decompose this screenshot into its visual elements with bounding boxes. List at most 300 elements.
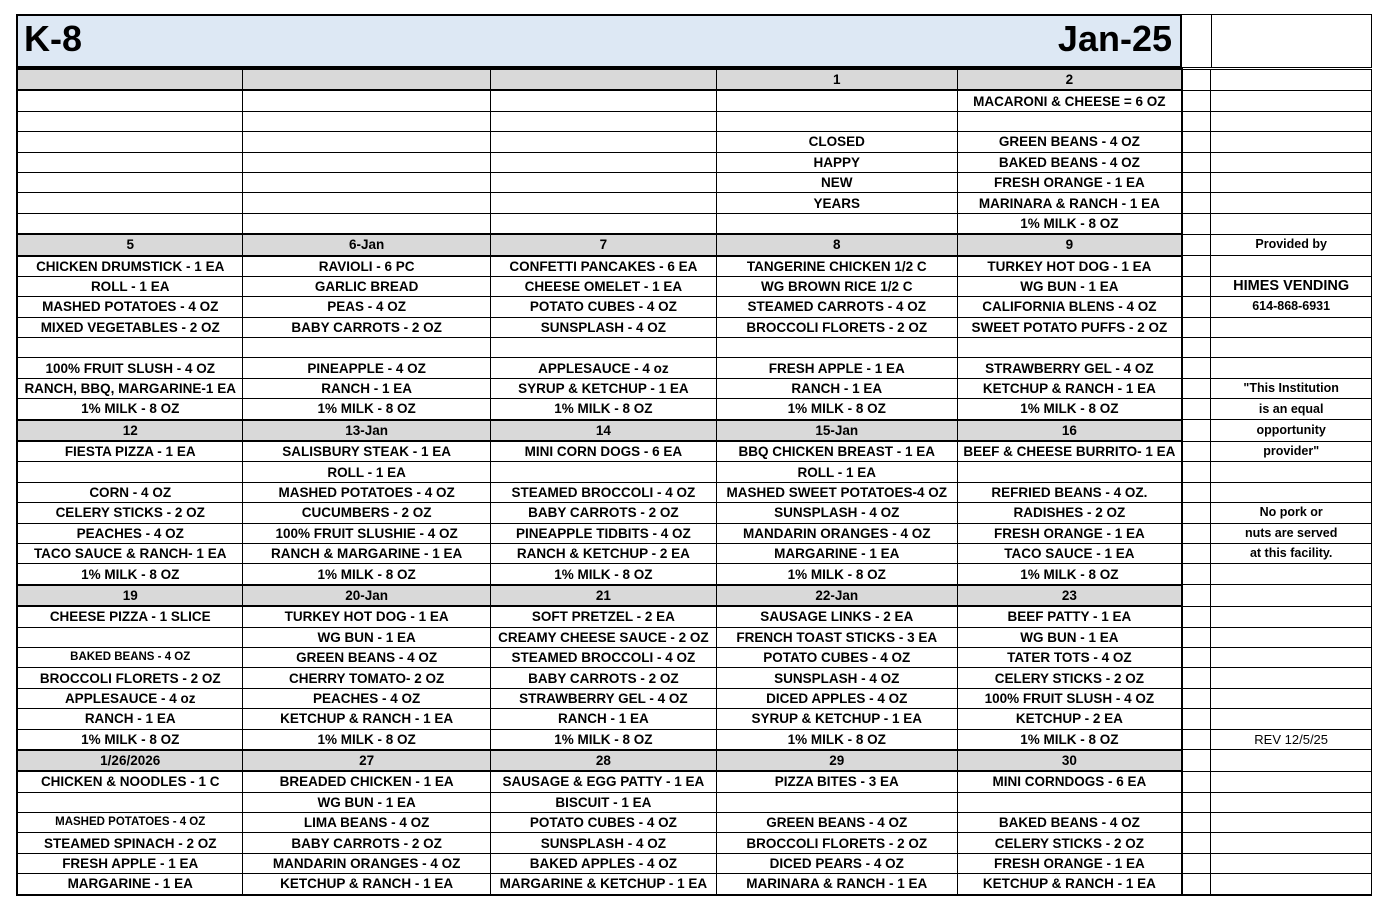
menu-row	[17, 90, 1372, 111]
menu-item: TURKEY HOT DOG - 1 EA	[957, 256, 1182, 277]
menu-item	[17, 152, 243, 172]
menu-item: SOFT PRETZEL - 2 EA	[490, 606, 716, 627]
menu-item	[490, 172, 716, 192]
menu-item: PEAS - 4 OZ	[243, 297, 491, 317]
day-number: 20-Jan	[243, 585, 491, 606]
menu-item: BISCUIT - 1 EA	[490, 792, 716, 812]
menu-item	[490, 152, 716, 172]
menu-row	[17, 792, 1372, 812]
menu-item	[17, 132, 243, 152]
day-number	[490, 69, 716, 90]
menu-item	[490, 338, 716, 358]
spacer-cell	[1182, 585, 1211, 606]
menu-row	[17, 462, 1372, 482]
menu-item: 1% MILK - 8 OZ	[957, 729, 1182, 750]
menu-item: STRAWBERRY GEL - 4 OZ	[957, 358, 1182, 378]
menu-item: STEAMED SPINACH - 2 OZ	[17, 833, 243, 853]
menu-item: POTATO CUBES - 4 OZ	[490, 813, 716, 833]
menu-item: BAKED BEANS - 4 OZ	[957, 152, 1182, 172]
spacer-cell	[1182, 172, 1211, 192]
menu-item: SUNSPLASH - 4 OZ	[716, 503, 957, 523]
day-number: 19	[17, 585, 243, 606]
spacer-cell	[1182, 482, 1211, 502]
menu-item: MARGARINE - 1 EA	[716, 543, 957, 563]
menu-item: RANCH - 1 EA	[243, 378, 491, 398]
week-header-row	[17, 420, 1372, 441]
menu-row	[17, 172, 1372, 192]
menu-item: SYRUP & KETCHUP - 1 EA	[716, 709, 957, 729]
menu-item: MASHED POTATOES - 4 OZ	[243, 482, 491, 502]
menu-item: STEAMED BROCCOLI - 4 OZ	[490, 647, 716, 667]
menu-item: KETCHUP & RANCH - 1 EA	[243, 709, 491, 729]
menu-row	[17, 132, 1372, 152]
menu-item	[243, 193, 491, 213]
menu-item: RAVIOLI - 6 PC	[243, 256, 491, 277]
menu-item: BROCCOLI FLORETS - 2 OZ	[17, 668, 243, 688]
menu-item: KETCHUP & RANCH - 1 EA	[957, 378, 1182, 398]
day-number: 14	[490, 420, 716, 441]
menu-row	[17, 213, 1372, 234]
menu-row	[17, 853, 1372, 873]
side-note-cell: REV 12/5/25	[1211, 729, 1372, 750]
spacer-cell	[1182, 276, 1211, 296]
menu-item: CREAMY CHEESE SAUCE - 2 OZ	[490, 627, 716, 647]
menu-item: ROLL - 1 EA	[17, 276, 243, 296]
menu-row	[17, 358, 1372, 378]
side-note-cell: is an equal	[1211, 399, 1372, 420]
menu-item: 1% MILK - 8 OZ	[957, 213, 1182, 234]
day-number: 28	[490, 750, 716, 771]
side-note-cell	[1211, 853, 1372, 873]
menu-row	[17, 668, 1372, 688]
menu-item: 1% MILK - 8 OZ	[716, 729, 957, 750]
menu-row	[17, 606, 1372, 627]
menu-row	[17, 378, 1372, 398]
side-note-cell	[1211, 358, 1372, 378]
spacer-cell	[1182, 729, 1211, 750]
menu-item: WG BUN - 1 EA	[957, 627, 1182, 647]
menu-row	[17, 771, 1372, 792]
menu-item: PEACHES - 4 OZ	[17, 523, 243, 543]
side-note-cell: "This Institution	[1211, 378, 1372, 398]
menu-item: BABY CARROTS - 2 OZ	[243, 833, 491, 853]
menu-item: GREEN BEANS - 4 OZ	[957, 132, 1182, 152]
spacer-cell	[1182, 132, 1211, 152]
menu-item: PINEAPPLE TIDBITS - 4 OZ	[490, 523, 716, 543]
menu-item: MACARONI & CHEESE = 6 OZ	[957, 90, 1182, 111]
spacer-cell	[1182, 771, 1211, 792]
day-number: 13-Jan	[243, 420, 491, 441]
menu-item: PEACHES - 4 OZ	[243, 688, 491, 708]
menu-row	[17, 317, 1372, 337]
menu-item: CELERY STICKS - 2 OZ	[17, 503, 243, 523]
menu-item: FRESH ORANGE - 1 EA	[957, 172, 1182, 192]
menu-item: BREADED CHICKEN - 1 EA	[243, 771, 491, 792]
menu-row	[17, 813, 1372, 833]
side-note-cell	[1211, 317, 1372, 337]
side-note-cell: Provided by	[1211, 234, 1372, 255]
menu-item: MANDARIN ORANGES - 4 OZ	[716, 523, 957, 543]
spacer-cell	[1182, 874, 1211, 895]
day-number: 21	[490, 585, 716, 606]
menu-row	[17, 543, 1372, 563]
menu-item: SUNSPLASH - 4 OZ	[490, 317, 716, 337]
spacer-cell	[1182, 420, 1211, 441]
day-number	[243, 69, 491, 90]
spacer-cell	[1182, 523, 1211, 543]
menu-item: MASHED POTATOES - 4 OZ	[17, 297, 243, 317]
title-bar	[16, 14, 1182, 68]
menu-item: MINI CORN DOGS - 6 EA	[490, 441, 716, 462]
menu-row	[17, 729, 1372, 750]
spacer-cell	[1182, 503, 1211, 523]
day-number: 12	[17, 420, 243, 441]
spacer-cell	[1182, 792, 1211, 812]
spacer-cell	[1182, 462, 1211, 482]
menu-item: RADISHES - 2 OZ	[957, 503, 1182, 523]
menu-item: ROLL - 1 EA	[716, 462, 957, 482]
menu-row	[17, 647, 1372, 667]
side-note-cell	[1211, 792, 1372, 812]
menu-item	[490, 193, 716, 213]
side-note-cell	[1211, 256, 1372, 277]
menu-item: CHEESE PIZZA - 1 SLICE	[17, 606, 243, 627]
menu-item: MANDARIN ORANGES - 4 OZ	[243, 853, 491, 873]
day-number: 16	[957, 420, 1182, 441]
menu-item	[716, 90, 957, 111]
menu-grid	[16, 68, 1372, 896]
menu-item	[17, 172, 243, 192]
spacer-cell	[1182, 813, 1211, 833]
spacer-cell	[1182, 256, 1211, 277]
spacer-cell	[1182, 358, 1211, 378]
menu-row	[17, 833, 1372, 853]
menu-item: 1% MILK - 8 OZ	[17, 399, 243, 420]
menu-item	[243, 338, 491, 358]
menu-item: STEAMED CARROTS - 4 OZ	[716, 297, 957, 317]
menu-item	[17, 338, 243, 358]
menu-item: STRAWBERRY GEL - 4 OZ	[490, 688, 716, 708]
day-number: 6-Jan	[243, 234, 491, 255]
menu-item: FRESH APPLE - 1 EA	[716, 358, 957, 378]
menu-item: BAKED APPLES - 4 OZ	[490, 853, 716, 873]
day-number: 15-Jan	[716, 420, 957, 441]
menu-item: WG BUN - 1 EA	[243, 627, 491, 647]
spacer-cell	[1182, 688, 1211, 708]
menu-item: CHERRY TOMATO- 2 OZ	[243, 668, 491, 688]
menu-row	[17, 482, 1372, 502]
menu-item: 1% MILK - 8 OZ	[716, 564, 957, 585]
menu-item	[243, 172, 491, 192]
spacer-cell	[1182, 564, 1211, 585]
spacer-cell	[1182, 317, 1211, 337]
menu-item	[17, 627, 243, 647]
menu-item	[243, 132, 491, 152]
spacer-cell	[1182, 234, 1211, 255]
menu-item: 100% FRUIT SLUSHIE - 4 OZ	[243, 523, 491, 543]
menu-item	[716, 792, 957, 812]
week-header-row	[17, 585, 1372, 606]
menu-item: CALIFORNIA BLENS - 4 OZ	[957, 297, 1182, 317]
menu-item: RANCH - 1 EA	[17, 709, 243, 729]
menu-row	[17, 399, 1372, 420]
menu-item: APPLESAUCE - 4 oz	[17, 688, 243, 708]
day-number: 5	[17, 234, 243, 255]
menu-item: KETCHUP & RANCH - 1 EA	[243, 874, 491, 895]
menu-item: KETCHUP & RANCH - 1 EA	[957, 874, 1182, 895]
menu-item: FRENCH TOAST STICKS - 3 EA	[716, 627, 957, 647]
side-note-cell	[1211, 647, 1372, 667]
menu-item: CUCUMBERS - 2 OZ	[243, 503, 491, 523]
menu-item: BABY CARROTS - 2 OZ	[490, 668, 716, 688]
menu-item: BAKED BEANS - 4 OZ	[957, 813, 1182, 833]
menu-item: FRESH APPLE - 1 EA	[17, 853, 243, 873]
spacer-cell	[1182, 90, 1211, 111]
menu-row	[17, 709, 1372, 729]
menu-item: KETCHUP - 2 EA	[957, 709, 1182, 729]
menu-row	[17, 152, 1372, 172]
week-header-row	[17, 234, 1372, 255]
side-note-cell	[1211, 750, 1372, 771]
menu-item: BABY CARROTS - 2 OZ	[243, 317, 491, 337]
spacer-cell	[1182, 647, 1211, 667]
menu-item: 1% MILK - 8 OZ	[243, 729, 491, 750]
menu-sheet	[16, 14, 1372, 895]
menu-item: BABY CARROTS - 2 OZ	[490, 503, 716, 523]
menu-item: CELERY STICKS - 2 OZ	[957, 833, 1182, 853]
menu-item: MARINARA & RANCH - 1 EA	[957, 193, 1182, 213]
menu-item	[243, 152, 491, 172]
day-number: 9	[957, 234, 1182, 255]
spacer-cell	[1182, 213, 1211, 234]
side-note-cell: nuts are served	[1211, 523, 1372, 543]
title-side-cell	[1182, 14, 1372, 68]
menu-row	[17, 503, 1372, 523]
spacer-cell	[1182, 193, 1211, 213]
side-note-cell: 614-868-6931	[1211, 297, 1372, 317]
side-note-cell	[1211, 813, 1372, 833]
school-label: K-8	[24, 18, 83, 59]
day-number: 7	[490, 234, 716, 255]
menu-item: 100% FRUIT SLUSH - 4 OZ	[17, 358, 243, 378]
spacer-cell	[1182, 709, 1211, 729]
month-label: Jan-25	[1057, 18, 1172, 59]
week-header-row	[17, 750, 1372, 771]
spacer-cell	[1182, 111, 1211, 131]
menu-item: 1% MILK - 8 OZ	[490, 564, 716, 585]
menu-item	[957, 111, 1182, 131]
menu-item: RANCH & MARGARINE - 1 EA	[243, 543, 491, 563]
menu-item: BROCCOLI FLORETS - 2 OZ	[716, 833, 957, 853]
menu-item	[17, 193, 243, 213]
menu-item: MARGARINE & KETCHUP - 1 EA	[490, 874, 716, 895]
menu-item: MASHED SWEET POTATOES-4 OZ	[716, 482, 957, 502]
menu-item: MINI CORNDOGS - 6 EA	[957, 771, 1182, 792]
side-note-cell	[1211, 606, 1372, 627]
menu-item	[17, 462, 243, 482]
menu-item	[957, 338, 1182, 358]
menu-item: RANCH, BBQ, MARGARINE-1 EA	[17, 378, 243, 398]
side-note-cell: provider"	[1211, 441, 1372, 462]
menu-item: BEEF PATTY - 1 EA	[957, 606, 1182, 627]
day-number: 29	[716, 750, 957, 771]
menu-item: CORN - 4 OZ	[17, 482, 243, 502]
menu-item: SUNSPLASH - 4 OZ	[490, 833, 716, 853]
menu-item	[17, 213, 243, 234]
day-number: 1/26/2026	[17, 750, 243, 771]
menu-item: WG BROWN RICE 1/2 C	[716, 276, 957, 296]
spacer-cell	[1182, 441, 1211, 462]
menu-item: PIZZA BITES - 3 EA	[716, 771, 957, 792]
spacer-cell	[1182, 152, 1211, 172]
day-number: 2	[957, 69, 1182, 90]
day-number: 8	[716, 234, 957, 255]
spacer-cell	[1182, 378, 1211, 398]
menu-item	[17, 792, 243, 812]
menu-row	[17, 688, 1372, 708]
menu-item: POTATO CUBES - 4 OZ	[490, 297, 716, 317]
side-note-cell	[1211, 688, 1372, 708]
spacer-cell	[1182, 627, 1211, 647]
menu-item: YEARS	[716, 193, 957, 213]
menu-item: MIXED VEGETABLES - 2 OZ	[17, 317, 243, 337]
menu-item: 1% MILK - 8 OZ	[17, 564, 243, 585]
day-number: 27	[243, 750, 491, 771]
menu-item: CLOSED	[716, 132, 957, 152]
menu-item	[716, 338, 957, 358]
menu-item: BBQ CHICKEN BREAST - 1 EA	[716, 441, 957, 462]
menu-item: 1% MILK - 8 OZ	[490, 729, 716, 750]
menu-item: NEW	[716, 172, 957, 192]
menu-item: PINEAPPLE - 4 OZ	[243, 358, 491, 378]
menu-item: BEEF & CHEESE BURRITO- 1 EA	[957, 441, 1182, 462]
side-note-cell	[1211, 193, 1372, 213]
menu-item: 1% MILK - 8 OZ	[716, 399, 957, 420]
menu-item: FRESH ORANGE - 1 EA	[957, 853, 1182, 873]
menu-item: CELERY STICKS - 2 OZ	[957, 668, 1182, 688]
menu-item: GREEN BEANS - 4 OZ	[716, 813, 957, 833]
menu-item: WG BUN - 1 EA	[243, 792, 491, 812]
menu-item	[17, 111, 243, 131]
side-note-cell	[1211, 90, 1372, 111]
menu-item	[957, 462, 1182, 482]
menu-item: CHEESE OMELET - 1 EA	[490, 276, 716, 296]
menu-item: MASHED POTATOES - 4 OZ	[17, 813, 243, 833]
side-note-cell: opportunity	[1211, 420, 1372, 441]
menu-item: TACO SAUCE - 1 EA	[957, 543, 1182, 563]
menu-item: HAPPY	[716, 152, 957, 172]
menu-item: ROLL - 1 EA	[243, 462, 491, 482]
side-note-cell: at this facility.	[1211, 543, 1372, 563]
side-note-cell	[1211, 668, 1372, 688]
menu-item: SUNSPLASH - 4 OZ	[716, 668, 957, 688]
side-note-cell	[1211, 213, 1372, 234]
menu-item: CONFETTI PANCAKES - 6 EA	[490, 256, 716, 277]
spacer-cell	[1182, 668, 1211, 688]
menu-item: REFRIED BEANS - 4 OZ.	[957, 482, 1182, 502]
menu-row	[17, 338, 1372, 358]
day-number: 23	[957, 585, 1182, 606]
menu-item	[716, 213, 957, 234]
menu-row	[17, 193, 1372, 213]
menu-item	[716, 111, 957, 131]
spacer-cell	[1182, 853, 1211, 873]
side-note-cell	[1211, 132, 1372, 152]
spacer-cell	[1182, 399, 1211, 420]
menu-row	[17, 564, 1372, 585]
menu-item: GARLIC BREAD	[243, 276, 491, 296]
side-note-cell	[1211, 564, 1372, 585]
menu-item	[490, 213, 716, 234]
side-note-cell: HIMES VENDING	[1211, 276, 1372, 296]
menu-row	[17, 441, 1372, 462]
spacer-cell	[1182, 69, 1211, 90]
menu-item: DICED PEARS - 4 OZ	[716, 853, 957, 873]
menu-item: 1% MILK - 8 OZ	[957, 564, 1182, 585]
side-note-cell	[1211, 771, 1372, 792]
menu-item: SAUSAGE & EGG PATTY - 1 EA	[490, 771, 716, 792]
menu-item: MARINARA & RANCH - 1 EA	[716, 874, 957, 895]
menu-item: 1% MILK - 8 OZ	[490, 399, 716, 420]
menu-row	[17, 297, 1372, 317]
menu-row	[17, 276, 1372, 296]
menu-item: RANCH - 1 EA	[716, 378, 957, 398]
menu-row	[17, 111, 1372, 131]
side-note-cell	[1211, 585, 1372, 606]
side-note-cell	[1211, 833, 1372, 853]
menu-item: SAUSAGE LINKS - 2 EA	[716, 606, 957, 627]
side-note-cell	[1211, 152, 1372, 172]
menu-item: 1% MILK - 8 OZ	[957, 399, 1182, 420]
menu-item: RANCH & KETCHUP - 2 EA	[490, 543, 716, 563]
day-number: 22-Jan	[716, 585, 957, 606]
menu-item	[243, 90, 491, 111]
side-note-cell	[1211, 172, 1372, 192]
side-note-cell	[1211, 874, 1372, 895]
side-note-cell	[1211, 69, 1372, 90]
day-number: 1	[716, 69, 957, 90]
side-note-cell	[1211, 627, 1372, 647]
menu-item: LIMA BEANS - 4 OZ	[243, 813, 491, 833]
menu-item: GREEN BEANS - 4 OZ	[243, 647, 491, 667]
menu-item: APPLESAUCE - 4 oz	[490, 358, 716, 378]
menu-item: CHICKEN & NOODLES - 1 C	[17, 771, 243, 792]
menu-item	[957, 792, 1182, 812]
menu-row	[17, 874, 1372, 895]
spacer-cell	[1182, 750, 1211, 771]
menu-item: SALISBURY STEAK - 1 EA	[243, 441, 491, 462]
menu-item	[490, 90, 716, 111]
side-note-cell: No pork or	[1211, 503, 1372, 523]
menu-row	[17, 523, 1372, 543]
menu-item	[490, 111, 716, 131]
menu-item: FIESTA PIZZA - 1 EA	[17, 441, 243, 462]
menu-item	[490, 462, 716, 482]
spacer-cell	[1182, 543, 1211, 563]
menu-item: MARGARINE - 1 EA	[17, 874, 243, 895]
menu-item: 1% MILK - 8 OZ	[17, 729, 243, 750]
menu-item: 1% MILK - 8 OZ	[243, 399, 491, 420]
side-note-cell	[1211, 709, 1372, 729]
menu-item: RANCH - 1 EA	[490, 709, 716, 729]
spacer-cell	[1182, 338, 1211, 358]
side-note-cell	[1211, 482, 1372, 502]
menu-item: 100% FRUIT SLUSH - 4 OZ	[957, 688, 1182, 708]
menu-item: BAKED BEANS - 4 OZ	[17, 647, 243, 667]
menu-item: SWEET POTATO PUFFS - 2 OZ	[957, 317, 1182, 337]
menu-item	[490, 132, 716, 152]
menu-item: STEAMED BROCCOLI - 4 OZ	[490, 482, 716, 502]
